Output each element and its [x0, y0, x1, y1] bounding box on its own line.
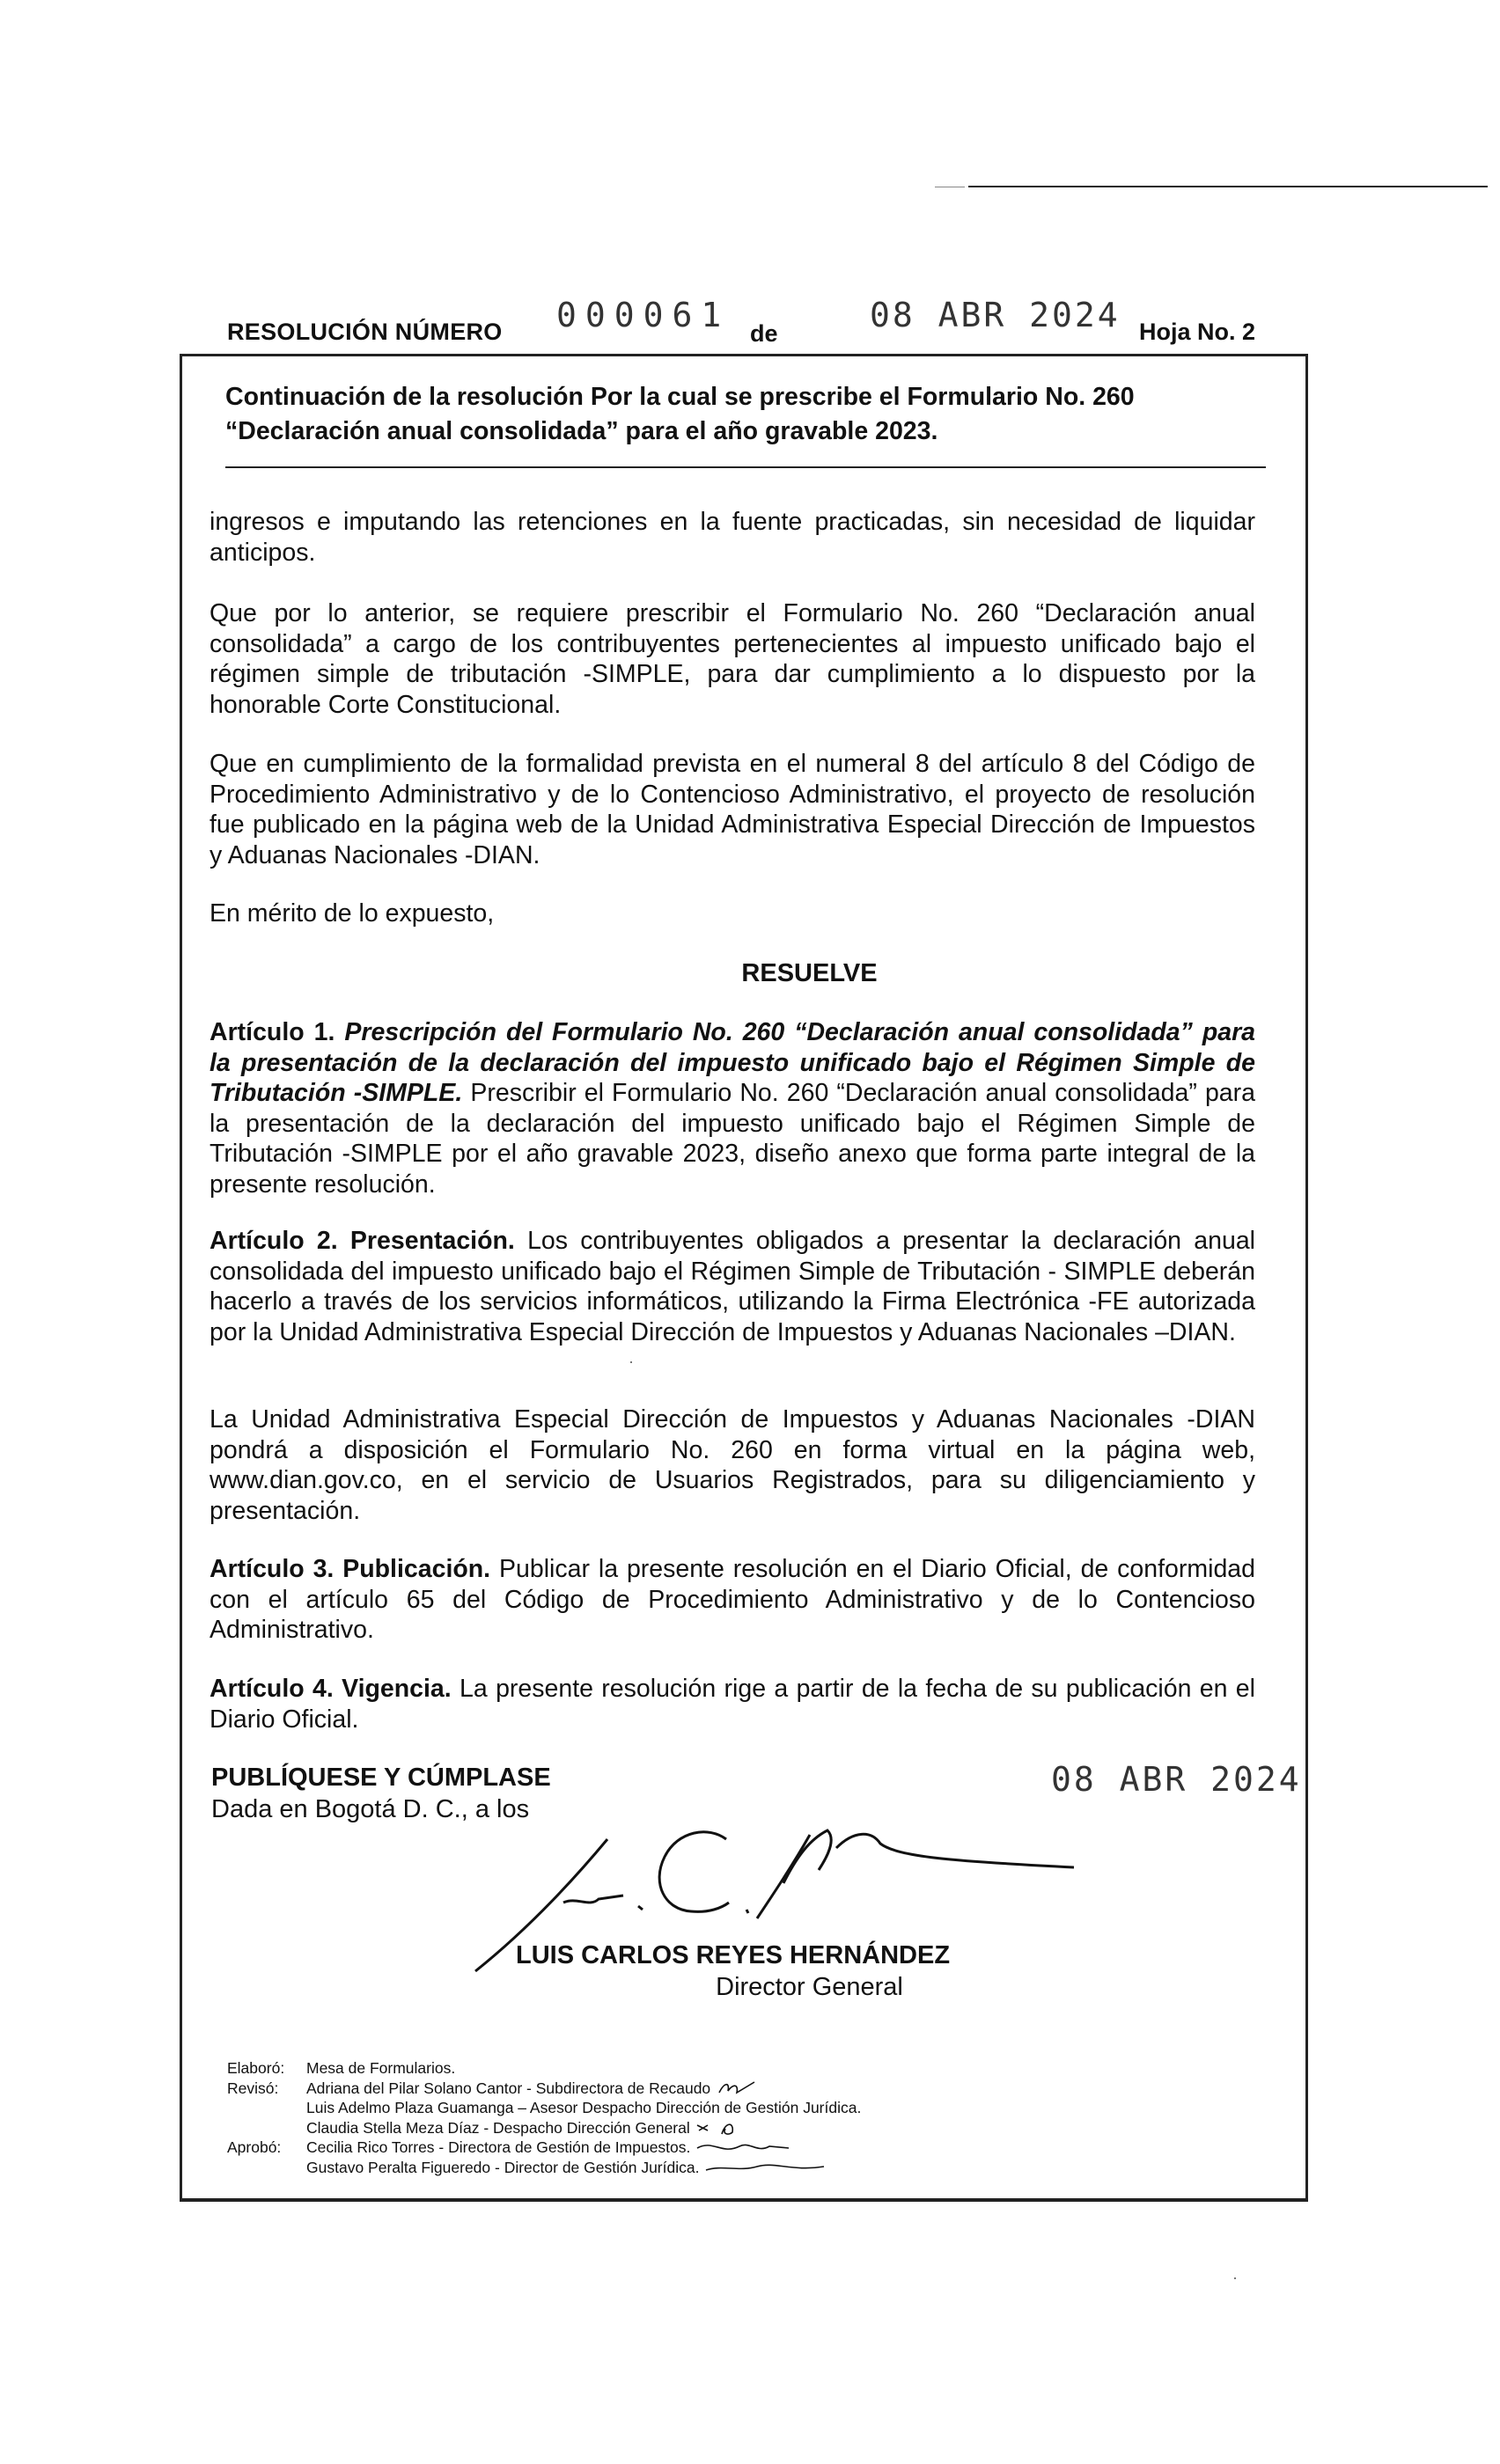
heading-rule	[225, 466, 1266, 468]
credit-label	[227, 2098, 306, 2118]
credit-label	[227, 2118, 306, 2138]
article-2	[210, 1226, 1255, 1347]
de-label: de	[750, 320, 778, 347]
article-3-label: Artículo 3. Publicación.	[210, 1555, 491, 1583]
scan-speck	[1234, 2277, 1236, 2279]
credit-value: Cecilia Rico Torres - Directora de Gestión de Impuestos.	[306, 2138, 691, 2156]
article-4-label: Artículo 4. Vigencia.	[210, 1675, 452, 1703]
closing-date-stamp: 08 ABR 2024	[1051, 1760, 1302, 1799]
initials-mark	[695, 2138, 792, 2157]
initials-mark	[716, 2079, 760, 2098]
credits-block	[227, 2058, 861, 2177]
continuation-heading	[225, 380, 1257, 449]
resolution-number-stamp: 000061	[556, 296, 731, 334]
dada-en-line: Dada en Bogotá D. C., a los	[211, 1795, 530, 1823]
resuelve-heading: RESUELVE	[741, 959, 878, 987]
credit-label: Revisó:	[227, 2079, 279, 2097]
credit-row	[227, 2138, 861, 2158]
article-1	[210, 1017, 1255, 1199]
article-2-label: Artículo 2. Presentación.	[210, 1227, 515, 1255]
paragraph-1: ingresos e imputando las retenciones en la fuente practicadas, sin necesidad de liquidar anticipos.	[210, 508, 1255, 567]
resolution-label: RESOLUCIÓN NÚMERO	[227, 319, 503, 345]
signer-role: Director General	[716, 1973, 903, 2001]
article-1-title: Prescripción del Formulario No. 260 “Declaración anual consolidada” para la presentación de la declaración del impuesto unificado bajo el Régimen Simple de Tributación -SIMPLE.	[210, 1018, 1256, 1107]
paragraph-3: Que en cumplimiento de la formalidad prevista en el numeral 8 del artículo 8 del Código de Procedimiento Administrativo y de lo Contencioso Administrativo, el proyecto de resolución fue publicado en la página web de la Unidad Administrativa Especial Dirección de Impuestos y Aduanas Nacionales -DIAN.	[210, 750, 1255, 869]
article-3	[210, 1554, 1255, 1646]
page-number: Hoja No. 2	[1139, 319, 1256, 345]
top-rule	[968, 186, 1488, 187]
credit-label: Elaboró:	[227, 2059, 285, 2077]
credit-row	[227, 2098, 861, 2118]
credit-row	[227, 2158, 861, 2178]
credit-label	[227, 2158, 306, 2178]
publiquese-heading: PUBLÍQUESE Y CÚMPLASE	[211, 1764, 551, 1792]
paragraph-4: En mérito de lo expuesto,	[210, 899, 495, 928]
credit-row	[227, 2058, 861, 2079]
credit-row	[227, 2118, 861, 2138]
credit-value: Claudia Stella Meza Díaz - Despacho Dirección General	[306, 2118, 690, 2137]
initials-mark	[695, 2118, 748, 2138]
article-4-text: La presente resolución rige a partir de la fecha de su publicación en el Diario Oficial.	[210, 1675, 1255, 1734]
credit-value: Adriana del Pilar Solano Cantor - Subdirectora de Recaudo	[306, 2079, 711, 2097]
credit-value: Luis Adelmo Plaza Guamanga – Asesor Despacho Dirección de Gestión Jurídica.	[306, 2099, 862, 2116]
continuation-line-1: Continuación de la resolución Por la cual se prescribe el Formulario No. 260	[225, 383, 1135, 411]
continuation-line-2: “Declaración anual consolidada” para el año gravable 2023.	[225, 417, 938, 445]
article-2-text: Los contribuyentes obligados a presentar la declaración anual consolidada del impuesto unificado bajo el Régimen Simple de Tributación - SIMPLE deberán hacerlo a través de los servicios informáticos, utilizando la Firma Electrónica -FE autorizada por la Unidad Administrativa Especial Dirección de Impuestos y Aduanas Nacionales –DIAN.	[210, 1227, 1255, 1346]
signer-name: LUIS CARLOS REYES HERNÁNDEZ	[516, 1941, 951, 1969]
credit-label: Aprobó:	[227, 2138, 282, 2156]
credit-value: Gustavo Peralta Figueredo - Director de Gestión Jurídica.	[306, 2158, 700, 2176]
paragraph-dian: La Unidad Administrativa Especial Dirección de Impuestos y Aduanas Nacionales -DIAN pondrá a disposición el Formulario No. 260 en forma virtual en la página web, www.dian.gov.co, en el servicio de Usuarios Registrados, para su diligenciamiento y presentación.	[210, 1405, 1255, 1525]
article-1-label: Artículo 1.	[210, 1018, 335, 1046]
initials-mark	[704, 2158, 827, 2177]
article-3-text: Publicar la presente resolución en el Diario Oficial, de conformidad con el artículo 65 del Código de Procedimiento Administrativo y de lo Contencioso Administrativo.	[210, 1555, 1255, 1644]
scan-speck	[630, 1361, 632, 1363]
credit-row	[227, 2079, 861, 2099]
credit-value: Mesa de Formularios.	[306, 2059, 456, 2077]
resolution-date-stamp: 08 ABR 2024	[870, 296, 1121, 334]
article-1-text: Prescribir el Formulario No. 260 “Declaración anual consolidada” para la presentación de la declaración del impuesto unificado bajo el Régimen Simple de Tributación -SIMPLE por el año gravable 2023, diseño anexo que forma parte integral de la presente resolución.	[210, 1079, 1255, 1199]
article-4	[210, 1674, 1255, 1734]
paragraph-2: Que por lo anterior, se requiere prescribir el Formulario No. 260 “Declaración anual consolidada” a cargo de los contribuyentes pertenecientes al impuesto unificado bajo el régimen simple de tributación -SIMPLE, para dar cumplimiento a lo dispuesto por la honorable Corte Constitucional.	[210, 599, 1255, 719]
